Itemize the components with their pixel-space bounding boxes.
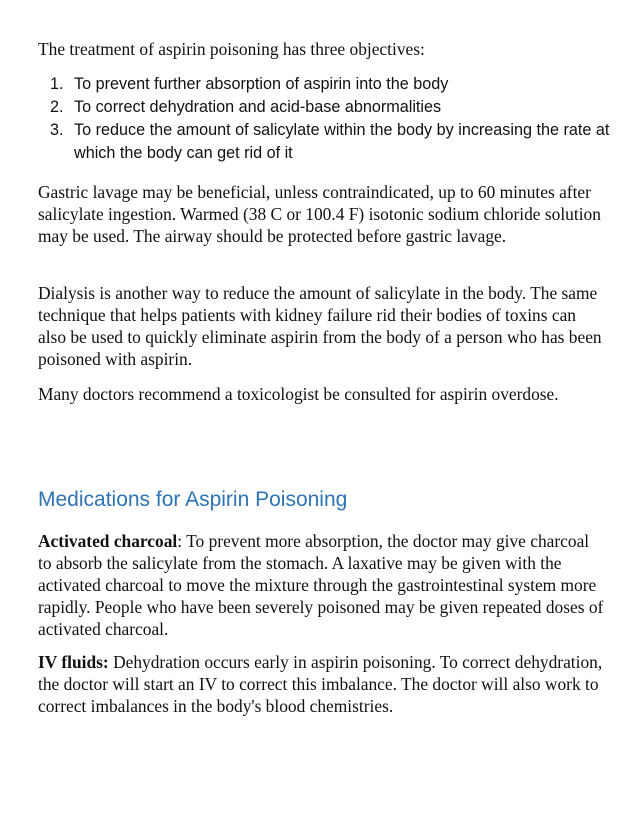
list-item	[50, 119, 610, 165]
list-item	[50, 73, 610, 96]
activated-charcoal-paragraph	[38, 530, 604, 640]
list-item-number: 3.	[50, 121, 64, 139]
list-item-number: 1.	[50, 75, 64, 93]
list-item-text: To prevent further absorption of aspirin into the body	[74, 75, 449, 93]
gastric-lavage-paragraph: Gastric lavage may be beneficial, unless contraindicated, up to 60 minutes after salicylate ingestion. Warmed (38 C or 100.4 F) isotonic sodium chloride solution may be used. The airway should be protected before gastric lavage.	[38, 182, 601, 246]
iv-fluids-text: Dehydration occurs early in aspirin poisoning. To correct dehydration, the doctor will start an IV to correct this imbalance. The doctor will also work to correct imbalances in the body's blood chemistries.	[38, 652, 603, 716]
toxicologist-paragraph: Many doctors recommend a toxicologist be consulted for aspirin overdose.	[38, 384, 559, 404]
intro-sentence: The treatment of aspirin poisoning has three objectives:	[38, 39, 425, 59]
list-item	[50, 96, 610, 119]
activated-charcoal-text: To prevent more absorption, the doctor may give charcoal to absorb the salicylate from the stomach. A laxative may be given with the activated charcoal to move the mixture through the gastrointestinal system more rapidly. People who have been severely poisoned may be given repeated doses of activated charcoal.	[38, 531, 604, 639]
iv-fluids-term: IV fluids:	[38, 652, 109, 672]
activated-charcoal-separator: :	[177, 531, 183, 551]
list-item-number: 2.	[50, 98, 64, 116]
objectives-list	[50, 73, 610, 165]
list-item-text: To reduce the amount of salicylate within the body by increasing the rate at which the body can get rid of it	[74, 121, 610, 162]
dialysis-paragraph: Dialysis is another way to reduce the amount of salicylate in the body. The same technique that helps patients with kidney failure rid their bodies of toxins can also be used to quickly eliminate aspirin from the body of a person who has been poisoned with aspirin.	[38, 283, 602, 369]
section-heading: Medications for Aspirin Poisoning	[38, 488, 348, 511]
iv-fluids-paragraph	[38, 651, 604, 717]
list-item-text: To correct dehydration and acid-base abnormalities	[74, 98, 442, 116]
activated-charcoal-term: Activated charcoal	[38, 531, 178, 551]
